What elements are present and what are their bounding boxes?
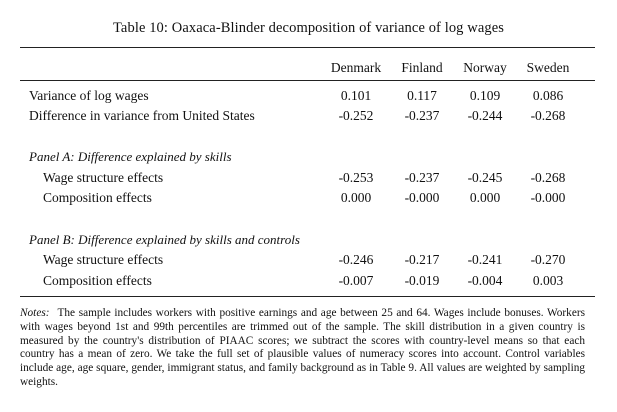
panel-a-title: Panel A: Difference explained by skills	[29, 149, 232, 164]
table-cell: 0.000	[469, 190, 501, 205]
table-cell: -0.241	[467, 252, 503, 267]
header-rule	[20, 80, 595, 81]
table-cell: -0.217	[404, 252, 440, 267]
column-header: Sweden	[526, 60, 570, 75]
table-cell: 0.101	[340, 88, 372, 103]
table-caption: Table 10: Oaxaca-Blinder decomposition of variance of log wages	[112, 20, 504, 36]
table-cell: -0.000	[404, 190, 440, 205]
row-label: Variance of log wages	[29, 88, 149, 103]
table-cell: -0.268	[530, 108, 566, 123]
table-cell: 0.003	[532, 273, 564, 288]
table-cell: -0.007	[338, 273, 374, 288]
table-cell: 0.117	[407, 88, 437, 103]
row-label: Wage structure effects	[43, 252, 164, 267]
table-cell: -0.252	[338, 108, 374, 123]
row-label: Composition effects	[43, 190, 152, 205]
table-cell: -0.000	[530, 190, 566, 205]
column-header: Norway	[463, 60, 507, 75]
column-header: Finland	[401, 60, 443, 75]
notes-label: Notes:	[20, 307, 50, 319]
table-cell: -0.253	[338, 170, 374, 185]
row-label: Wage structure effects	[43, 170, 164, 185]
table-notes	[20, 307, 585, 390]
table-row	[0, 252, 617, 272]
table-cell: 0.086	[532, 88, 564, 103]
bottom-rule	[20, 296, 595, 297]
table-cell: -0.246	[338, 252, 374, 267]
row-label: Difference in variance from United States	[29, 108, 255, 123]
table-cell: 0.109	[469, 88, 501, 103]
table-cell: -0.019	[404, 273, 440, 288]
notes-text: The sample includes workers with positive earnings and age between 25 and 64. Wages include bonuses. Workers with wages beyond 1st and 99th percentiles are trimmed out of the sample. The skill distribution in a given country is measured by the country's distribution of PIAAC scores; we subtract the scores with country-level means so that each country has a mean of zero. We take the full set of plausible values of numeracy scores into account. Control variables include age, age square, gender, immigrant status, and family background as in Table 9. All values are weighted by sampling weights.	[20, 307, 585, 388]
top-rule	[20, 47, 595, 48]
table-cell: -0.245	[467, 170, 503, 185]
table-cell: -0.270	[530, 252, 566, 267]
table-row	[0, 170, 617, 190]
panel-b-title: Panel B: Difference explained by skills and controls	[29, 232, 300, 247]
table-row	[0, 108, 617, 128]
table-cell: 0.000	[340, 190, 372, 205]
column-header: Denmark	[330, 60, 382, 75]
panel-b-heading	[0, 232, 617, 252]
row-label: Composition effects	[43, 273, 152, 288]
table-row	[0, 273, 617, 293]
header-row	[0, 60, 617, 80]
table-cell: -0.244	[467, 108, 503, 123]
table-row	[0, 88, 617, 108]
table-cell: -0.237	[404, 108, 440, 123]
table-cell: -0.237	[404, 170, 440, 185]
table-cell: -0.004	[467, 273, 503, 288]
table-row	[0, 190, 617, 210]
table-cell: -0.268	[530, 170, 566, 185]
panel-a-heading	[0, 149, 617, 169]
